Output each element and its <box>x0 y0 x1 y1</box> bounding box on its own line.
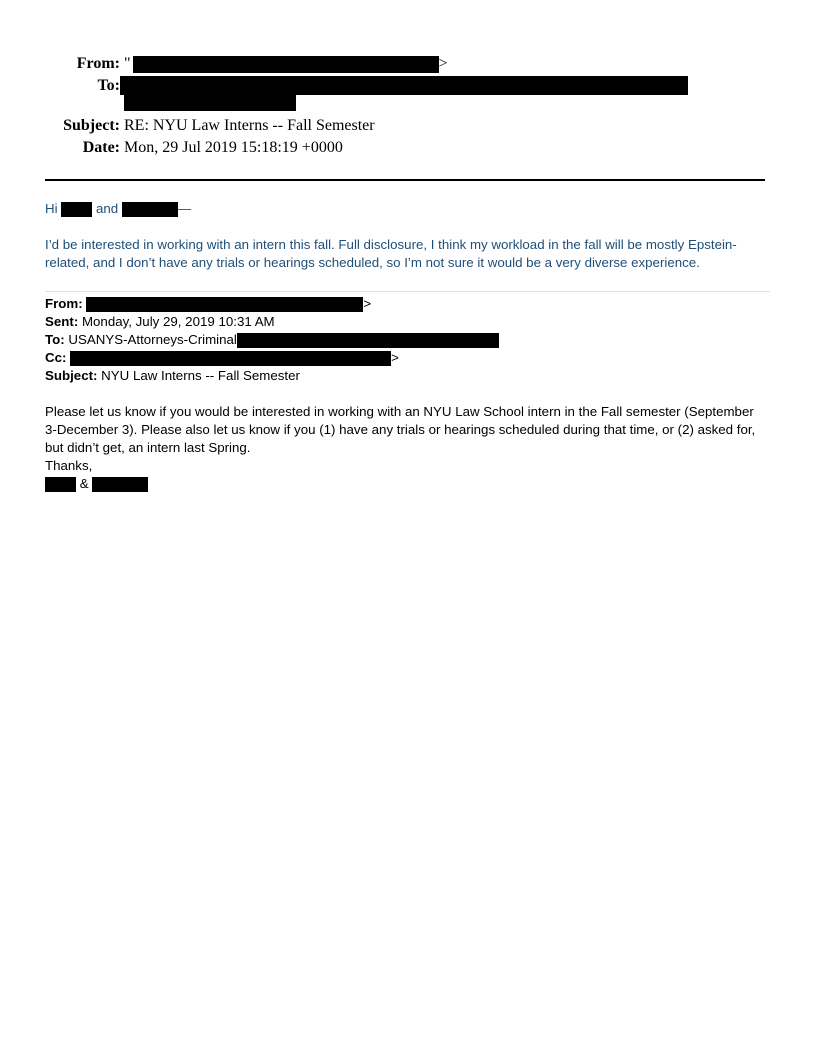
quoted-sent <box>45 313 275 331</box>
reply-line: I’d be interested in working with an intern this fall. Full disclosure, I think my workload in the fall will be mostly Epstein- <box>45 237 737 252</box>
reply-line: related, and I don’t have any trials or hearings scheduled, so I’m not sure it would be a very diverse experience. <box>45 255 700 270</box>
quoted-body-line: but didn’t get, an intern last Spring. <box>45 440 251 455</box>
reply-body <box>45 236 770 272</box>
subject-value: RE: NYU Law Interns -- Fall Semester <box>124 117 375 134</box>
greeting-dash: — <box>177 201 192 216</box>
quoted-subject-label: Subject: <box>45 368 98 383</box>
signoff-amp: & <box>79 476 89 491</box>
quoted-to-value: USANYS-Attorneys-Criminal <box>68 332 237 347</box>
email-header <box>0 52 816 162</box>
quoted-sent-label: Sent: <box>45 314 79 329</box>
from-label: From: <box>76 55 120 72</box>
quoted-from-label: From: <box>45 296 83 311</box>
redaction-block <box>61 202 92 217</box>
greeting-and: and <box>95 201 119 216</box>
quoted-to-label: To: <box>45 332 65 347</box>
redaction-block <box>70 351 391 366</box>
quoted-cc-suffix: > <box>391 350 399 365</box>
redaction-block <box>237 333 499 348</box>
quoted-cc <box>45 349 399 367</box>
redaction-block <box>92 477 148 492</box>
header-divider <box>45 179 765 181</box>
quoted-from <box>45 295 371 313</box>
quoted-signoff <box>45 475 765 493</box>
quoted-body-line: Please let us know if you would be interested in working with an NYU Law School intern in the Fall semester (September <box>45 404 754 419</box>
quoted-subject-value: NYU Law Interns -- Fall Semester <box>101 368 300 383</box>
redaction-block <box>122 202 178 217</box>
date-label: Date: <box>82 139 120 156</box>
redaction-block <box>86 297 363 312</box>
quoted-sent-value: Monday, July 29, 2019 10:31 AM <box>81 314 275 329</box>
redaction-block <box>124 94 296 111</box>
from-value <box>124 54 448 74</box>
to-label: To: <box>97 77 120 94</box>
quoted-subject <box>45 367 300 385</box>
redaction-block <box>120 76 688 95</box>
from-quote: " <box>124 55 131 72</box>
date-value: Mon, 29 Jul 2019 15:18:19 +0000 <box>124 139 343 156</box>
from-suffix: > <box>438 55 448 72</box>
quoted-thanks: Thanks, <box>45 458 93 473</box>
redaction-block <box>133 56 439 73</box>
greeting-hi: Hi <box>45 201 58 216</box>
redaction-block <box>45 477 76 492</box>
quoted-body <box>45 403 765 493</box>
quote-divider <box>45 291 770 292</box>
quoted-to <box>45 331 499 349</box>
reply-greeting <box>45 200 191 218</box>
to-value <box>120 75 688 95</box>
quoted-cc-label: Cc: <box>45 350 67 365</box>
quoted-body-line: 3-December 3). Please also let us know if you (1) have any trials or hearings scheduled during that time, or (2) asked for, <box>45 422 756 437</box>
subject-label: Subject: <box>63 117 120 134</box>
quoted-from-suffix: > <box>363 296 372 311</box>
